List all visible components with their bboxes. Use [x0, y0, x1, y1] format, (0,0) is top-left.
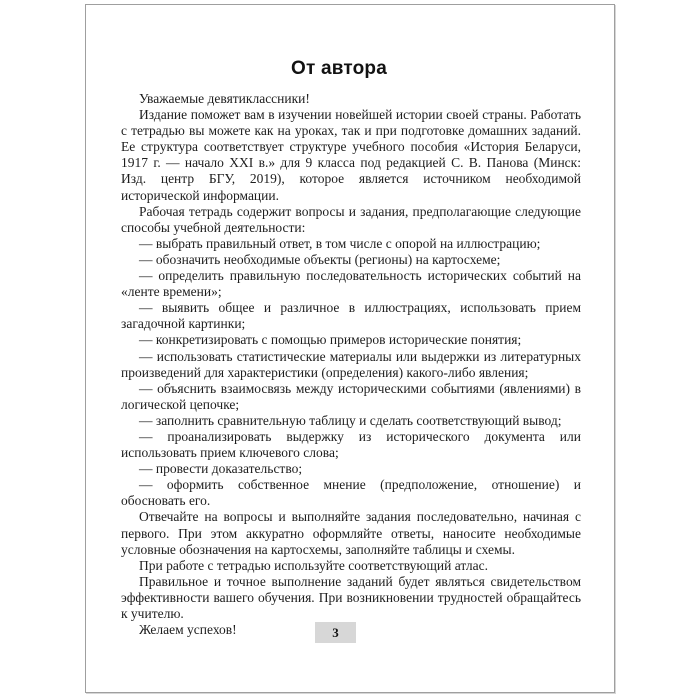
preface-text-block: [121, 91, 581, 638]
page-number: 3: [332, 624, 339, 640]
page-title: От автора: [291, 57, 387, 79]
paragraph: — использовать статистические материалы или выдержки из литературных произведений для характеристики (определения) какого-либо явления;: [121, 348, 581, 380]
paragraph: — выявить общее и различное в иллюстрациях, использовать прием загадочной картинки;: [121, 300, 581, 332]
paragraph: Правильное и точное выполнение заданий будет являться свидетельством эффективности вашего обучения. При возникновении трудностей обращайтесь к учителю.: [121, 573, 581, 621]
paragraph: — определить правильную последовательность исторических событий на «ленте времени»;: [121, 268, 581, 300]
paragraph: — выбрать правильный ответ, в том числе с опорой на иллюстрацию;: [139, 235, 541, 251]
paragraph: Уважаемые девятиклассники!: [139, 91, 310, 106]
paragraph: Издание поможет вам в изучении новейшей истории своей страны. Работать с тетрадью вы можете как на уроках, так и при подготовке домашних заданий. Ее структура соответствует структуре учебного пособия «История Беларуси, 1917 г. — начало XXI в.» для 9 класса под редакцией С. В. Панова (Минск: Изд. центр БГУ, 2019), которое является источником необходимой исторической информации.: [121, 107, 581, 203]
paragraph: Отвечайте на вопросы и выполняйте задания последовательно, начиная с первого. При этом аккуратно оформляйте ответы, наносите необходимые условные обозначения на картосхемы, заполняйте таблицы и схемы.: [121, 509, 581, 557]
paragraph: — заполнить сравнительную таблицу и сделать соответствующий вывод;: [139, 412, 562, 428]
book-page: [85, 4, 615, 693]
paragraph: — оформить собственное мнение (предположение, отношение) и обосновать его.: [121, 477, 581, 509]
paragraph: При работе с тетрадью используйте соответствующий атлас.: [139, 557, 489, 573]
paragraph: — проанализировать выдержку из исторического документа или использовать прием ключевого слова;: [121, 428, 581, 461]
paragraph: — объяснить взаимосвязь между историческими событиями (явлениями) в логической цепочке;: [121, 380, 581, 412]
paragraph: — провести доказательство;: [139, 461, 303, 477]
paragraph: — обозначить необходимые объекты (регионы) на картосхеме;: [139, 251, 501, 267]
paragraph: Желаем успехов!: [139, 622, 237, 638]
paragraph: — конкретизировать с помощью примеров исторические понятия;: [139, 332, 522, 348]
page-number-badge: [315, 622, 356, 643]
paragraph: Рабочая тетрадь содержит вопросы и задания, предполагающие следующие способы учебной деятельности:: [121, 203, 581, 235]
